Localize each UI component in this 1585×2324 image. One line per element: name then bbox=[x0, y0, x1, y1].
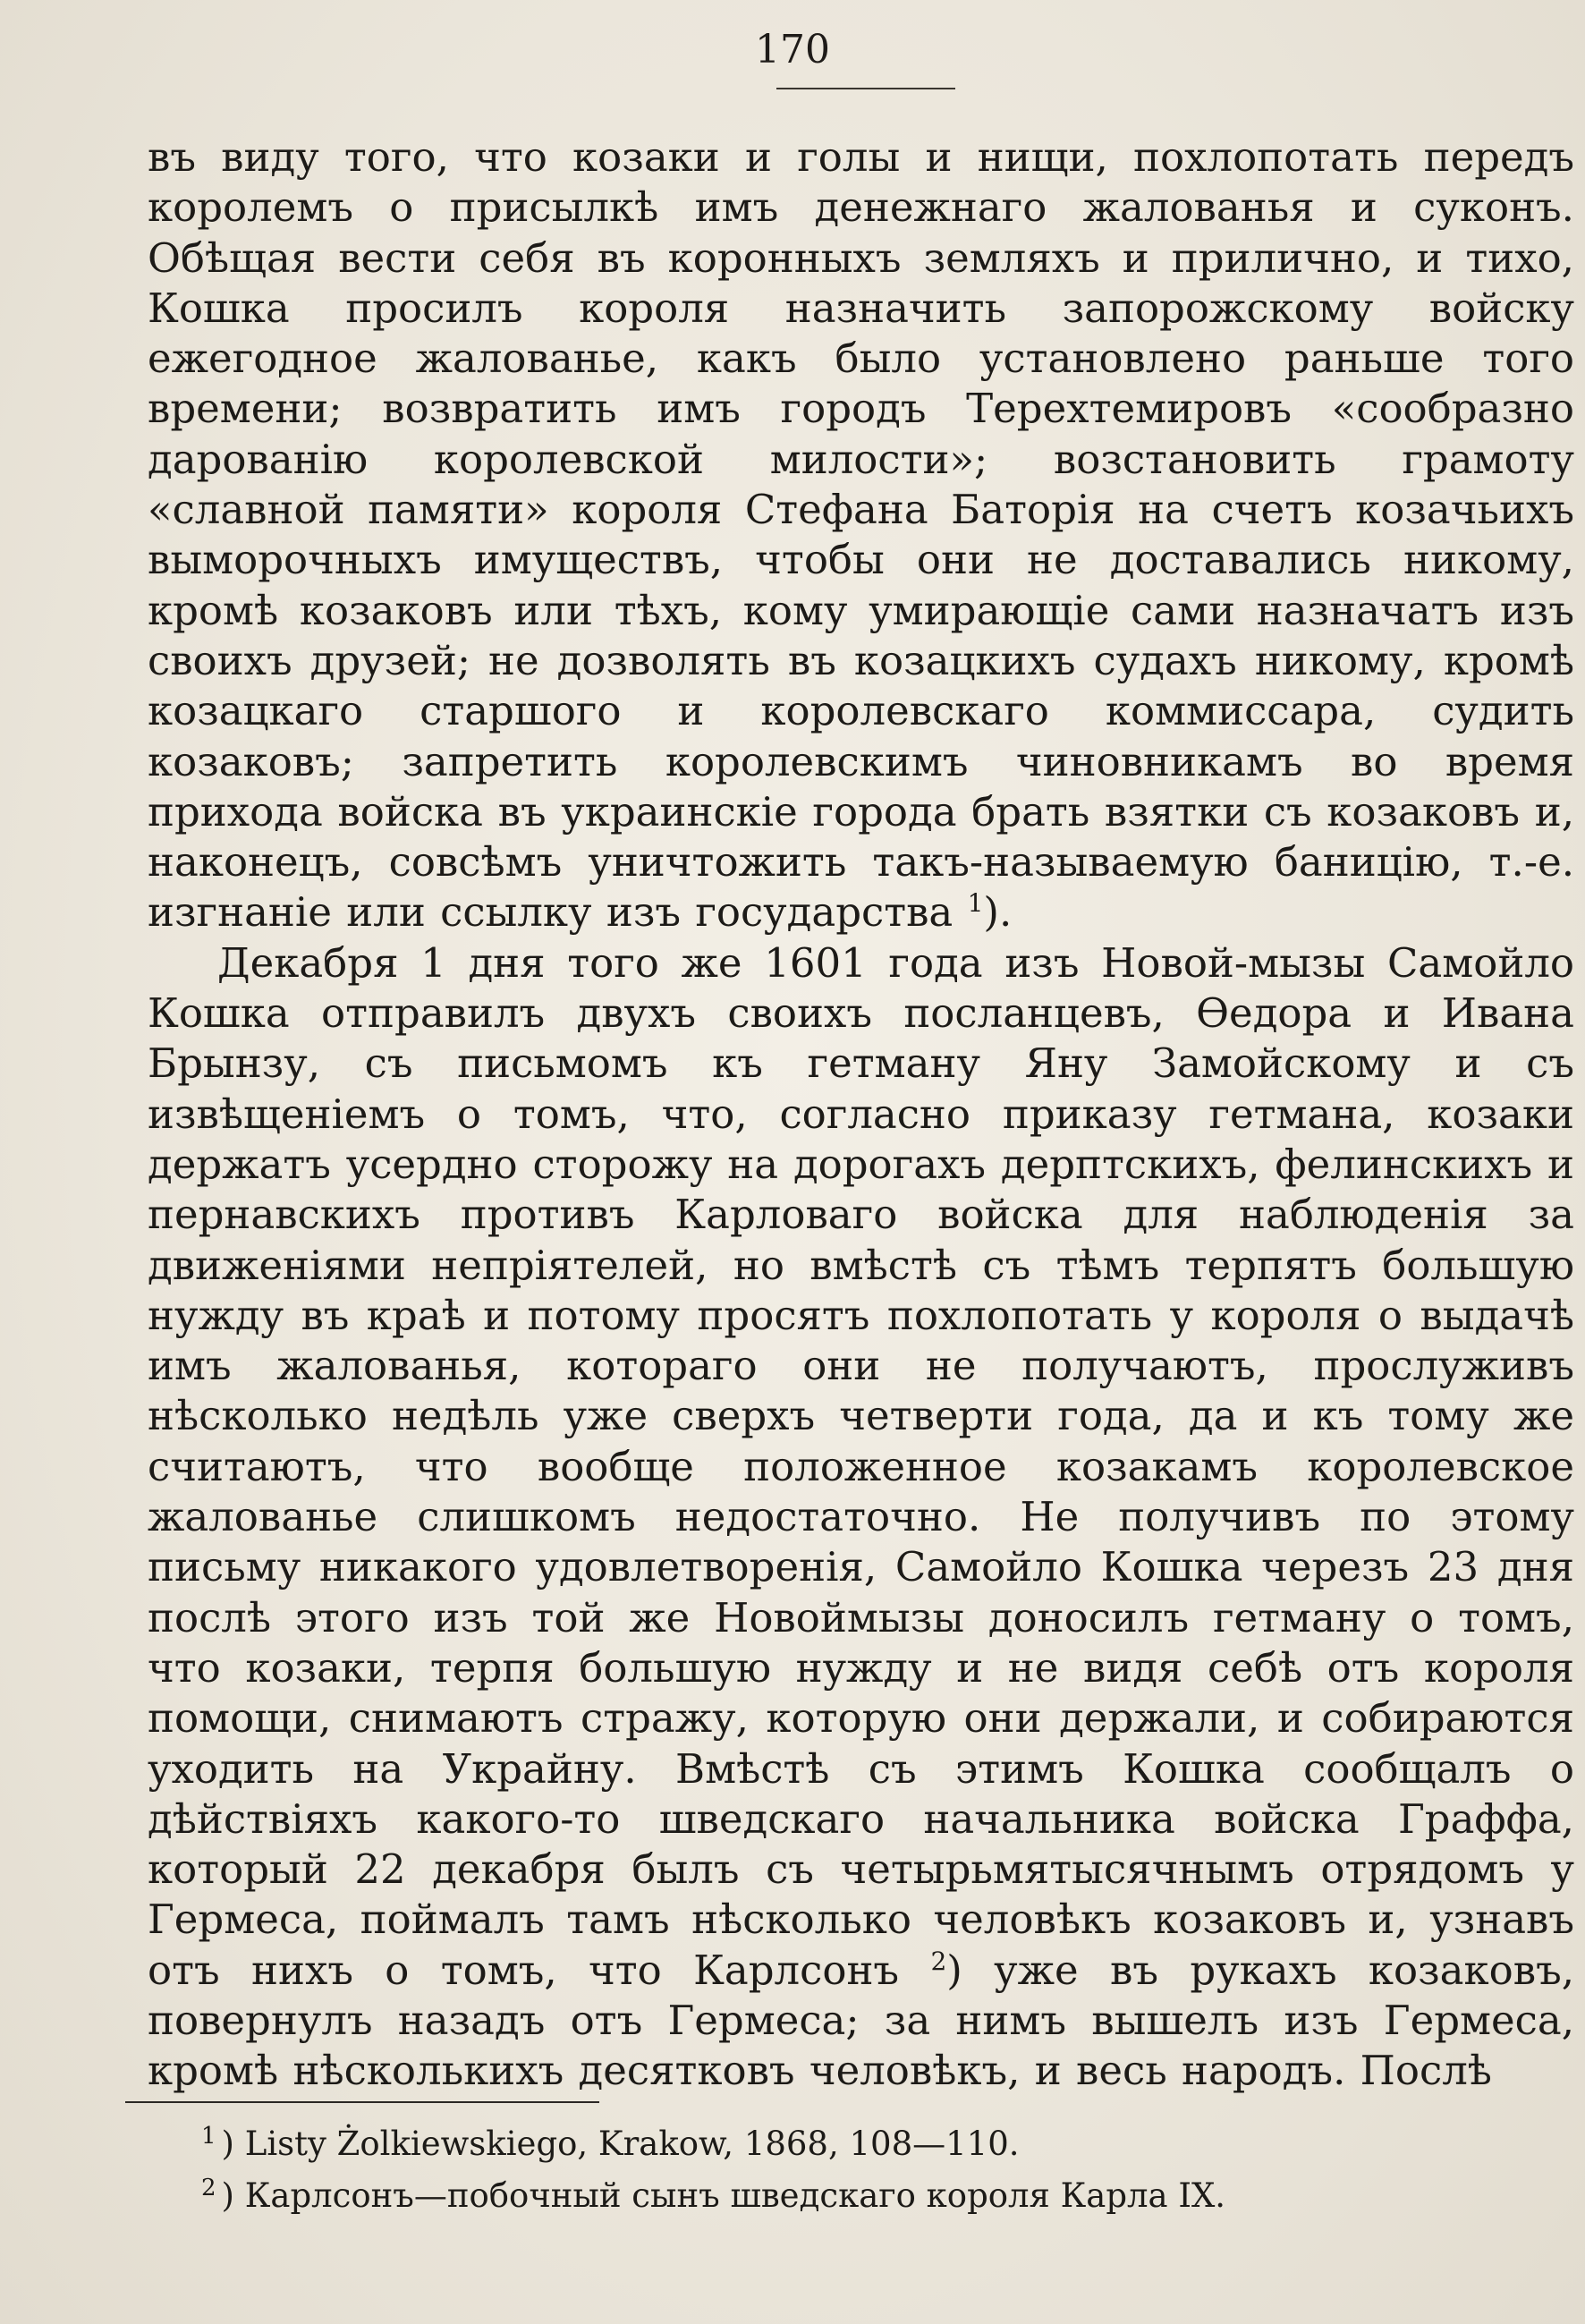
footnote-1-text: ) Listy Żolkiewskiego, Krakow, 1868, 108—110. bbox=[221, 2125, 1020, 2163]
paragraph-2 bbox=[148, 938, 1574, 2097]
paragraph-1 bbox=[148, 132, 1574, 938]
footnote-2-text: ) Карлсонъ—побочный сынъ шведскаго короля Карла IX. bbox=[221, 2176, 1226, 2215]
paragraph-1-text: въ виду того, что козаки и голы и нищи, похлопотать передъ королемъ о присылкѣ имъ денежнаго жалованья и суконъ. Обѣщая вести себя въ коронныхъ земляхъ и прилично, и тихо, Кошка просилъ короля назначить запорожскому войску ежегодное жалованье, какъ было установлено раньше того времени; возвратить имъ городъ Терехтемировъ «сообразно дарованію королевской милости»; возстановить грамоту «славной памяти» короля Стефана Баторія на счетъ козачьихъ выморочныхъ имуществъ, чтобы они не доставались никому, кромѣ козаковъ или тѣхъ, кому умирающіе сами назначатъ изъ своихъ друзей; не дозволять въ козацкихъ судахъ никому, кромѣ козацкаго старшого и королевскаго коммиссара, судить козаковъ; запретить королевскимъ чиновникамъ во время прихода войска въ украинскіе города брать взятки съ козаковъ и, наконецъ, совсѣмъ уничтожить такъ-называемую баницію, т.-е. изгнаніе или ссылку изъ государства bbox=[148, 133, 1574, 937]
paragraph-2-tail: ) уже въ рукахъ козаковъ, повернулъ назадъ отъ Гермеса; за нимъ вышелъ изъ Гермеса, кромѣ нѣсколькихъ десятковъ человѣкъ, и весь народъ. Послѣ bbox=[148, 1946, 1574, 2095]
paragraph-1-tail: ). bbox=[983, 888, 1013, 937]
footnote-ref-1: 1 bbox=[967, 888, 984, 919]
footnote-2 bbox=[201, 2170, 1525, 2222]
body-text bbox=[148, 132, 1574, 2097]
page-number-rule bbox=[776, 88, 955, 89]
page-number: 170 bbox=[755, 27, 830, 72]
footnote-1-mark: 1 bbox=[201, 2122, 216, 2150]
footnotes bbox=[201, 2118, 1525, 2222]
footnote-ref-2: 2 bbox=[930, 1946, 947, 1976]
footnote-separator bbox=[125, 2101, 599, 2103]
footnote-2-mark: 2 bbox=[201, 2174, 216, 2201]
footnote-1 bbox=[201, 2118, 1525, 2170]
paragraph-2-text: Декабря 1 дня того же 1601 года изъ Новой-мызы Самойло Кошка отправилъ двухъ своихъ посланцевъ, Ѳедора и Ивана Брынзу, съ письмомъ къ гетману Яну Замойскому и съ извѣщеніемъ о томъ, что, согласно приказу гетмана, козаки держатъ усердно сторожу на дорогахъ дерптскихъ, фелинскихъ и пернавскихъ противъ Карловаго войска для наблюденія за движеніями непріятелей, но вмѣстѣ съ тѣмъ терпятъ большую нужду въ краѣ и потому просятъ похлопотать у короля о выдачѣ имъ жалованья, котораго они не получаютъ, прослуживъ нѣсколько недѣль уже сверхъ четверти года, да и къ тому же считаютъ, что вообще положенное козакамъ королевское жалованье слишкомъ недостаточно. Не получивъ по этому письму никакого удовлетворенія, Самойло Кошка черезъ 23 дня послѣ этого изъ той же Новоймызы доносилъ гетману о томъ, что козаки, терпя большую нужду и не видя себѣ отъ короля помощи, снимаютъ стражу, которую они держали, и собираются уходить на Украйну. Вмѣстѣ съ этимъ Кошка сообщалъ о дѣйствіяхъ какого-то шведскаго начальника войска Граффа, который 22 декабря былъ съ четырьмятысячнымъ отрядомъ у Гермеса, поймалъ тамъ нѣсколько человѣкъ козаковъ и, узнавъ отъ нихъ о томъ, что Карлсонъ bbox=[148, 938, 1574, 1994]
